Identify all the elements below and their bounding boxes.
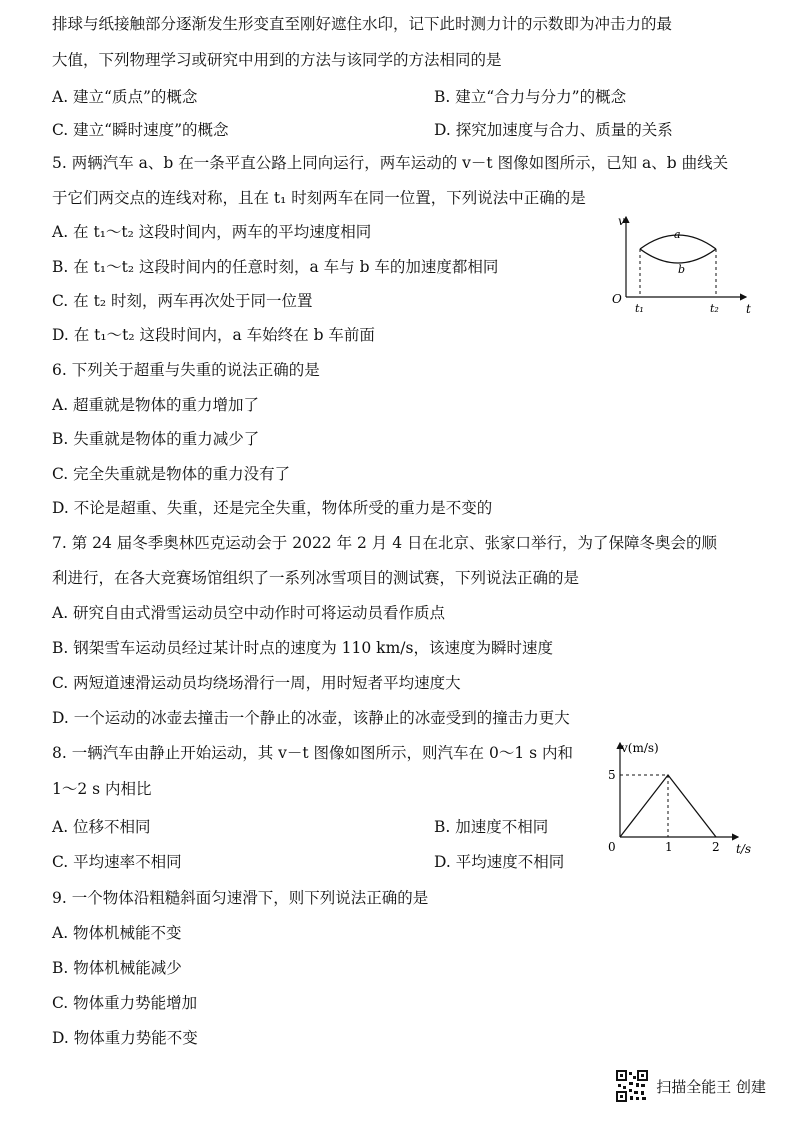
q5-vt-figure — [606, 213, 756, 323]
q4-stem-line1: 排球与纸接触部分逐渐发生形变直至刚好遮住水印，记下此时测力计的示数即为冲击力的最 — [52, 15, 673, 33]
q5-label-origin: O — [612, 292, 622, 306]
q8-stem-line1: 8. 一辆汽车由静止开始运动，其 v－t 图像如图所示，则汽车在 0～1 s 内和 — [52, 744, 574, 762]
q5-stem-line2: 于它们两交点的连线对称，且在 t₁ 时刻两车在同一位置，下列说法中正确的是 — [52, 189, 586, 207]
q7-option-d: D. 一个运动的冰壶去撞击一个静止的冰壶，该静止的冰壶受到的撞击力更大 — [52, 709, 570, 727]
q6-option-a: A. 超重就是物体的重力增加了 — [52, 396, 260, 414]
q8-option-a: A. 位移不相同 — [52, 818, 151, 836]
q5-option-d: D. 在 t₁～t₂ 这段时间内，a 车始终在 b 车前面 — [52, 326, 375, 344]
q5-option-a: A. 在 t₁～t₂ 这段时间内，两车的平均速度相同 — [52, 223, 372, 241]
q8-label-t: t/s — [736, 842, 752, 856]
q6-option-b: B. 失重就是物体的重力减少了 — [52, 430, 260, 448]
q5-stem-line1: 5. 两辆汽车 a、b 在一条平直公路上同向运行，两车运动的 v－t 图像如图所示，已知 a、b 曲线关 — [52, 154, 729, 172]
q8-vt-figure — [598, 737, 768, 862]
q5-curve-b — [640, 249, 716, 263]
q5-label-b: b — [678, 263, 686, 276]
q5-option-c: C. 在 t₂ 时刻，两车再次处于同一位置 — [52, 292, 313, 310]
q5-label-t: t — [746, 302, 751, 316]
q8-option-d: D. 平均速度不相同 — [434, 853, 565, 871]
q9-option-c: C. 物体重力势能增加 — [52, 994, 198, 1012]
q4-option-a: A. 建立“质点”的概念 — [52, 88, 198, 106]
q7-stem-line2: 利进行，在各大竞赛场馆组织了一系列冰雪项目的测试赛，下列说法正确的是 — [52, 569, 580, 587]
q7-option-c: C. 两短道速滑运动员均绕场滑行一周，用时短者平均速度大 — [52, 674, 461, 692]
q4-option-c: C. 建立“瞬时速度”的概念 — [52, 121, 229, 139]
q9-option-b: B. 物体机械能减少 — [52, 959, 182, 977]
q4-option-d: D. 探究加速度与合力、质量的关系 — [434, 121, 673, 139]
q9-option-a: A. 物体机械能不变 — [52, 924, 182, 942]
qr-code-icon — [616, 1070, 648, 1102]
q8-option-c: C. 平均速率不相同 — [52, 853, 182, 871]
scanner-watermark — [616, 1070, 766, 1102]
q5-option-b: B. 在 t₁～t₂ 这段时间内的任意时刻，a 车与 b 车的加速度都相同 — [52, 258, 499, 276]
q7-stem-line1: 7. 第 24 届冬季奥林匹克运动会于 2022 年 2 月 4 日在北京、张家口举行，为了保障冬奥会的顺 — [52, 534, 718, 552]
q8-stem-line2: 1～2 s 内相比 — [52, 780, 152, 798]
watermark-text: 扫描全能王 创建 — [656, 1077, 766, 1096]
q8-option-b: B. 加速度不相同 — [434, 818, 549, 836]
q4-stem-line2: 大值，下列物理学习或研究中用到的方法与该同学的方法相同的是 — [52, 51, 502, 69]
q7-option-a: A. 研究自由式滑雪运动员空中动作时可将运动员看作质点 — [52, 604, 446, 622]
q5-label-a: a — [674, 228, 681, 241]
q5-label-t2: t₂ — [710, 302, 719, 315]
q5-label-t1: t₁ — [635, 302, 644, 315]
q8-tick-2: 2 — [712, 840, 720, 854]
q8-tick-0: 0 — [608, 840, 616, 854]
q8-label-v: v(m/s) — [621, 741, 659, 755]
q6-option-c: C. 完全失重就是物体的重力没有了 — [52, 465, 291, 483]
q9-stem: 9. 一个物体沿粗糙斜面匀速滑下，则下列说法正确的是 — [52, 889, 429, 907]
q4-option-b: B. 建立“合力与分力”的概念 — [434, 88, 627, 106]
q6-stem: 6. 下列关于超重与失重的说法正确的是 — [52, 361, 320, 379]
q6-option-d: D. 不论是超重、失重，还是完全失重，物体所受的重力是不变的 — [52, 499, 493, 517]
q5-label-v: v — [618, 214, 625, 228]
q8-tick-1: 1 — [665, 840, 673, 854]
q9-option-d: D. 物体重力势能不变 — [52, 1029, 198, 1047]
q8-tick-5: 5 — [608, 768, 616, 782]
q7-option-b: B. 钢架雪车运动员经过某计时点的速度为 110 km/s，该速度为瞬时速度 — [52, 639, 553, 657]
